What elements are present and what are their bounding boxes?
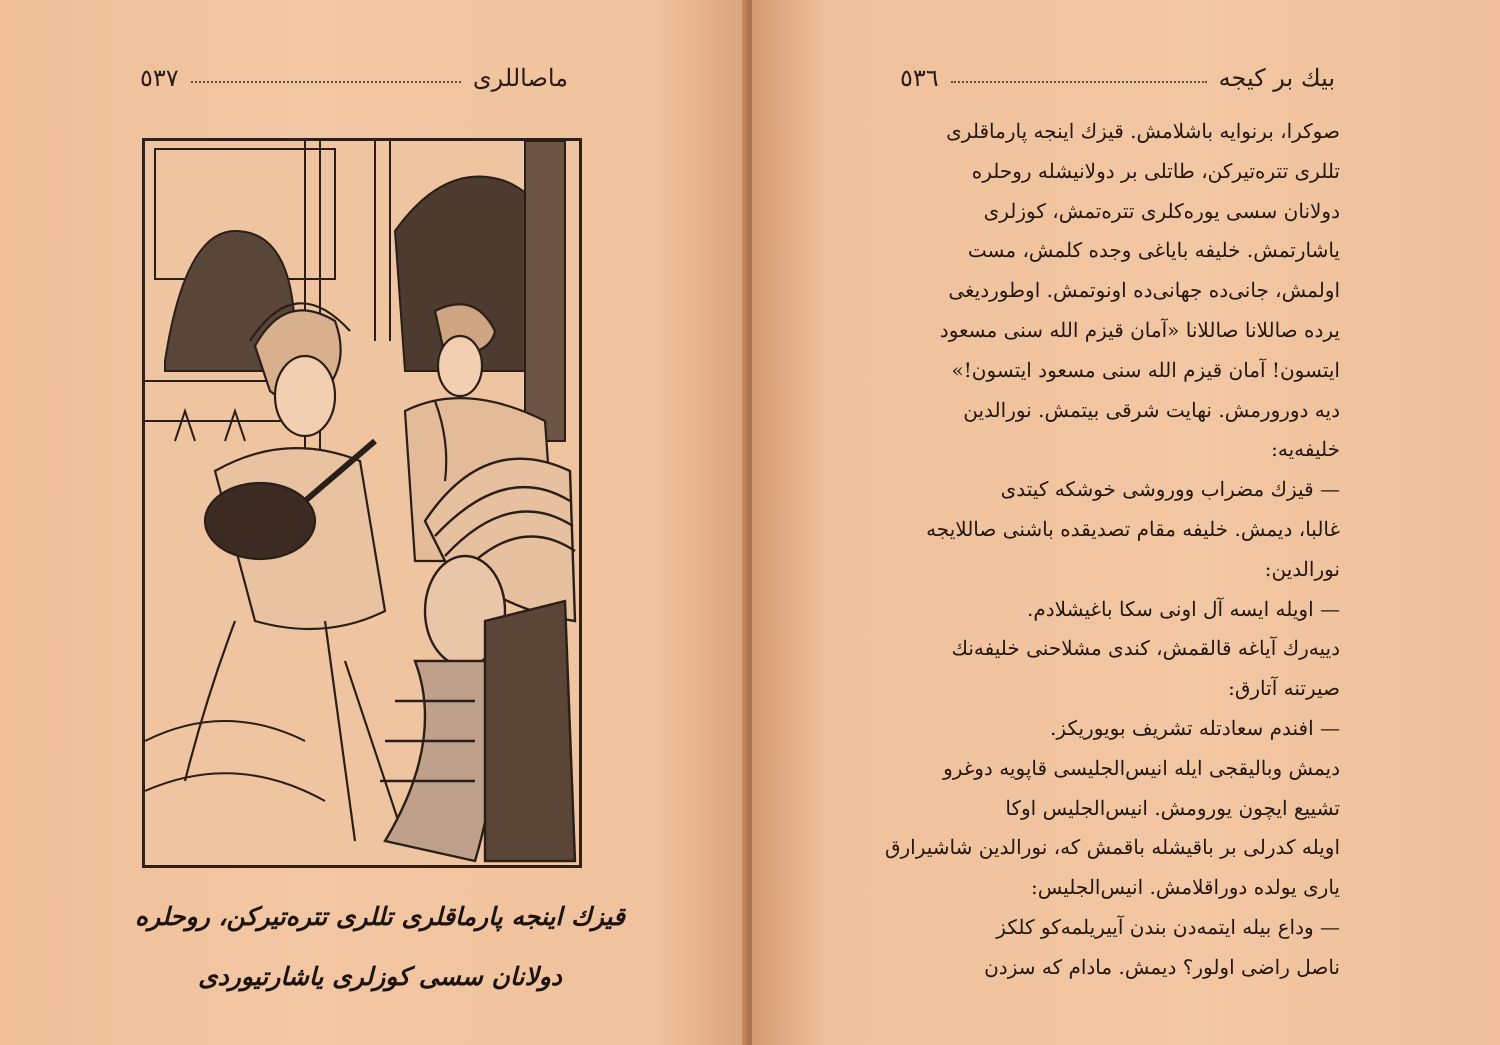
caption-line-2: دولانان سسی کوزلری یاشارتیوردی [198,962,562,991]
illustration [142,138,582,868]
body-text [820,112,1340,988]
text-line: غالبا، دیمش. خلیفه مقام تصدیقده باشنی صاللایجه [926,516,1340,541]
text-line: ناصل راضی اولور؟ دیمش. مادام که سزدن [984,954,1340,979]
text-line: — وداع بیله ایتمه‌دن بندن آییریلمه‌کو کلکز [996,914,1340,939]
text-line: دییه‌رك آیاغه قالقمش، کندی مشلاحنی خلیفه‌نك [951,636,1340,661]
right-page-number: ٥٣٦ [900,64,939,92]
text-line: دولانان سسی یوره‌کلری تتره‌تمش، کوزلری [983,198,1340,223]
dotted-leader [951,81,1207,83]
text-line: — افندم سعادتله تشریف بویوریکز. [1050,715,1340,740]
text-line: — قیزك مضراب ووروشی خوشکه کیتدی [1000,477,1340,502]
text-line: صوکرا، برنوایه باشلامش. قیزك اینجه پارماقلری [946,119,1340,143]
text-line: یاشارتمش. خلیفه بایاغی وجده کلمش، مست [967,238,1340,263]
text-line: یرده صاللانا صاللانا «آمان قیزم الله سنی مسعود [939,317,1340,342]
text-line: اولمش، جانی‌ده جهانی‌ده اونوتمش. اوطوردیغی [948,278,1340,303]
text-line: نورالدین: [1264,556,1340,581]
left-running-head [140,58,568,98]
text-line: خلیفه‌یه: [1271,437,1340,462]
right-running-head [900,58,1335,98]
text-line: صیرتنه آتارق: [1228,676,1340,701]
dotted-leader [191,81,461,83]
left-page [0,0,748,1045]
text-line: ایتسون! آمان قیزم الله سنی مسعود ایتسون!» [951,357,1340,382]
illustration-artwork [145,141,579,865]
text-line: تشییع ایچون یورومش. انیس‌الجلیس اوکا [1005,795,1340,820]
right-running-title: بیك بر کیجه [1218,64,1335,92]
text-line: — اویله ایسه آل اونی سکا باغیشلادم. [1027,596,1340,621]
left-running-title: ماصاللری [472,64,568,92]
caption-line-1: قیزك اینجه پارماقلری تللری تتره‌تیرکن، روحلره [135,902,625,931]
text-line: اویله کدرلی بر باقیشله باقمش که، نورالدین شاشیرارق [885,835,1340,860]
text-line: تللری تتره‌تیرکن، طاتلی بر دولانیشله روحلره [971,158,1340,183]
left-page-number: ٥٣٧ [140,64,179,92]
text-line: دیمش وبالیقجی ایله انیس‌الجلیسی قاپویه دوغرو [943,755,1340,780]
text-line: یاری یولده دوراقلامش. انیس‌الجلیس: [1031,875,1340,900]
text-line: دیه دورورمش. نهایت شرقی بیتمش. نورالدین [963,397,1340,422]
